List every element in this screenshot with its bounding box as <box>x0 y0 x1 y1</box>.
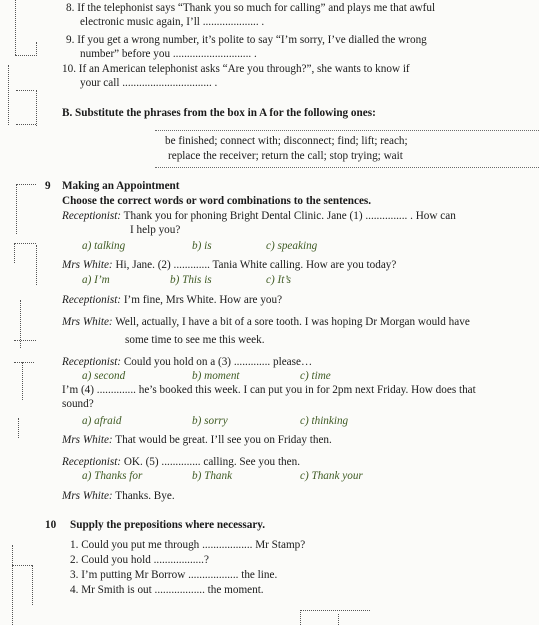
exercise-item-8-line2: electronic music again, I’ll .................... . <box>80 16 265 28</box>
margin-mark <box>16 90 34 91</box>
section-10-title: Supply the prepositions where necessary. <box>70 519 266 531</box>
margin-mark <box>36 42 37 56</box>
speaker-label: Receptionist: <box>62 294 122 306</box>
exercise-item-9-line1: 9. If you get a wrong number, it’s polite to say “I’m sorry, I’ve dialled the wrong <box>66 34 427 46</box>
speaker-label: Mrs White: <box>62 259 113 271</box>
margin-mark <box>300 610 301 625</box>
exercise-item-9-line2: number” before you ............................ . <box>80 48 257 60</box>
margin-mark <box>32 565 33 605</box>
phrase-box-bottom-border <box>155 167 539 168</box>
margin-mark <box>36 90 37 126</box>
dialogue-line-3 <box>62 294 282 307</box>
preposition-item-3: 3. I’m putting Mr Borrow .................. the line. <box>70 569 278 581</box>
speaker-label: Mrs White: <box>62 434 113 446</box>
dialogue-line-4 <box>62 316 470 329</box>
option-c: c) thinking <box>300 415 349 427</box>
speaker-label: Receptionist: <box>62 456 122 468</box>
option-c: c) time <box>300 370 331 382</box>
margin-mark <box>8 65 9 125</box>
option-b: b) moment <box>192 370 240 382</box>
margin-mark <box>22 362 23 400</box>
margin-mark <box>15 0 16 55</box>
margin-mark <box>14 362 34 363</box>
phrase-box-line2: replace the receiver; return the call; stop trying; wait <box>168 150 403 162</box>
speaker-label: Mrs White: <box>62 490 113 502</box>
dialogue-text: That would be great. I’ll see you on Friday then. <box>115 434 332 446</box>
dialogue-text: Could you hold on a (3) ............. please… <box>123 356 313 368</box>
option-b: b) is <box>192 240 212 252</box>
margin-mark <box>16 124 36 125</box>
margin-mark <box>16 184 36 185</box>
speaker-label: Receptionist: <box>62 356 122 368</box>
preposition-item-1: 1. Could you put me through .................. Mr Stamp? <box>70 539 306 551</box>
margin-mark <box>36 245 37 285</box>
option-c: c) speaking <box>266 240 318 252</box>
dialogue-line-6-continuation: sound? <box>62 398 94 410</box>
exercise-item-8-line1: 8. If the telephonist says “Thank you so much for calling” and plays me that awful <box>66 2 436 14</box>
phrase-box-line1: be finished; connect with; disconnect; find; lift; reach; <box>165 135 408 147</box>
section-9-title: Making an Appointment <box>62 180 180 192</box>
option-a: a) second <box>82 370 126 382</box>
margin-mark <box>14 243 36 244</box>
dialogue-line-2 <box>62 259 396 272</box>
dialogue-line-6: I’m (4) .............. he’s booked this week. I can put you in for 2pm next Friday. How does that <box>62 384 476 396</box>
section-9-number: 9 <box>45 180 51 192</box>
dialogue-line-1-continuation: I help you? <box>130 224 181 236</box>
section-10-number: 10 <box>45 519 57 531</box>
margin-mark <box>12 565 32 566</box>
option-a: a) I’m <box>82 274 110 286</box>
preposition-item-2: 2. Could you hold ..................? <box>70 554 209 566</box>
exercise-item-10-line2: your call ................................ . <box>80 77 218 89</box>
exercise-item-10-line1: 10. If an American telephonist asks “Are you through?”, she wants to know if <box>62 63 410 75</box>
section-b-heading: B. Substitute the phrases from the box in A for the following ones: <box>62 107 376 119</box>
phrase-box-top-border <box>155 130 539 131</box>
margin-mark <box>300 610 370 611</box>
option-c: c) It’s <box>266 274 291 286</box>
margin-mark <box>12 545 13 625</box>
margin-mark <box>338 614 339 625</box>
dialogue-line-8 <box>62 456 300 469</box>
margin-mark <box>15 55 37 56</box>
dialogue-text: OK. (5) .............. calling. See you then. <box>123 456 300 468</box>
preposition-item-4: 4. Mr Smith is out .................. the moment. <box>70 584 264 596</box>
margin-mark <box>14 340 36 341</box>
margin-mark <box>18 418 19 438</box>
option-b: b) Thank <box>192 470 233 482</box>
dialogue-line-1 <box>62 210 456 223</box>
margin-mark <box>14 243 15 263</box>
margin-mark <box>16 184 17 234</box>
speaker-label: Receptionist: <box>62 210 122 222</box>
dialogue-line-4-continuation: some time to see me this week. <box>125 334 265 346</box>
dialogue-line-5 <box>62 356 312 369</box>
option-a: a) talking <box>82 240 126 252</box>
dialogue-text: Well, actually, I have a bit of a sore tooth. I was hoping Dr Morgan would have <box>115 316 470 328</box>
option-b: b) This is <box>170 274 212 286</box>
dialogue-text: Thanks. Bye. <box>115 490 175 502</box>
dialogue-text: I’m fine, Mrs White. How are you? <box>123 294 283 306</box>
option-a: a) Thanks for <box>82 470 143 482</box>
dialogue-line-9 <box>62 490 175 503</box>
dialogue-text: Thank you for phoning Bright Dental Clinic. Jane (1) ............... . How can <box>123 210 456 222</box>
section-9-instruction: Choose the correct words or word combinations to the sentences. <box>62 195 372 207</box>
speaker-label: Mrs White: <box>62 316 113 328</box>
dialogue-line-7 <box>62 434 332 447</box>
option-a: a) afraid <box>82 415 122 427</box>
dialogue-text: Hi, Jane. (2) ............. Tania White calling. How are you today? <box>115 259 397 271</box>
option-c: c) Thank your <box>300 470 363 482</box>
option-b: b) sorry <box>192 415 228 427</box>
